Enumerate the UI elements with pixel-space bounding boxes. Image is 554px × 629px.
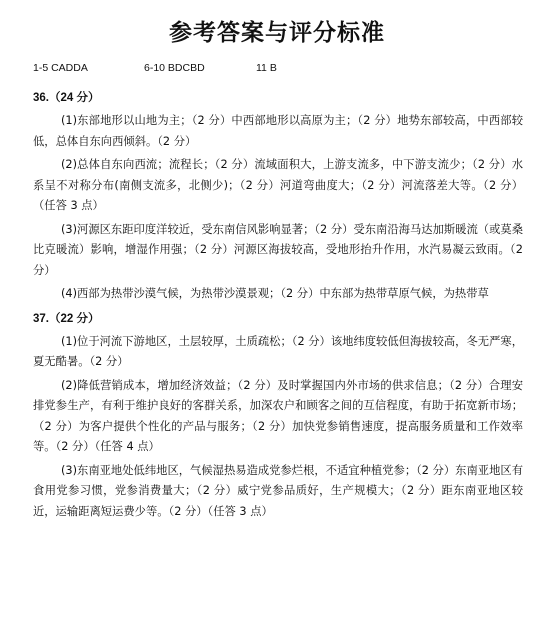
q36-answer-2: (2)总体自东向西流；流程长；（2 分）流域面积大，上游支流多，中下游支流少；（2 分）水系呈不对称分布(南侧支流多，北侧少)；（2 分）河道弯曲度大；（2 分）河流落差大等。（2 分）（任答 3 点） bbox=[33, 158, 523, 212]
answer-content bbox=[33, 84, 523, 522]
mc-group-2: 6-10 BDCBD bbox=[144, 62, 205, 74]
q36-header: 36.（24 分） bbox=[33, 92, 100, 104]
q37-answer-3: (3)东南亚地处低纬地区，气候湿热易造成党参烂根，不适宜种植党参；（2 分）东南亚地区有食用党参习惯，党参消费量大；（2 分）威宁党参品质好，生产规模大；（2 分）距东南亚地区较近，运输距离短运费少等。（2 分）（任答 3 点） bbox=[33, 463, 523, 518]
page-title: 参考答案与评分标准 bbox=[169, 20, 385, 46]
q37-answer-1: (1)位于河流下游地区，土层较厚，土质疏松；（2 分）该地纬度较低但海拔较高，冬无严寒，夏无酷暑。（2 分） bbox=[33, 334, 523, 368]
q36-answer-1: (1)东部地形以山地为主；（2 分）中西部地形以高原为主；（2 分）地势东部较高，中西部较低，总体自东向西倾斜。（2 分） bbox=[33, 114, 523, 148]
q36-answer-3: (3)河源区东距印度洋较近，受东南信风影响显著；（2 分）受东南沿海马达加斯暖流（或莫桑比克暖流）影响，增湿作用强；（2 分）河源区海拔较高，受地形抬升作用，水汽易凝云致雨。（2 分） bbox=[33, 222, 523, 277]
mc-group-3: 11 B bbox=[256, 62, 277, 74]
q36-answer-4: (4)西部为热带沙漠气候，为热带沙漠景观；（2 分）中东部为热带草原气候，为热带草 bbox=[61, 287, 489, 300]
q37-answer-2: (2)降低营销成本，增加经济效益；（2 分）及时掌握国内外市场的供求信息；（2 分）合理安排党参生产，有利于维护良好的客群关系，加深农户和顾客之间的互信程度，有助于拓宽新市场；（2 分）为客户提供个性化的产品与服务；（2 分）加快党参销售速度，提高服务质量和工作效率等。（2 分）（任答 4 点） bbox=[33, 378, 523, 453]
mc-group-1: 1-5 CADDA bbox=[33, 62, 88, 74]
q37-header: 37.（22 分） bbox=[33, 312, 100, 325]
